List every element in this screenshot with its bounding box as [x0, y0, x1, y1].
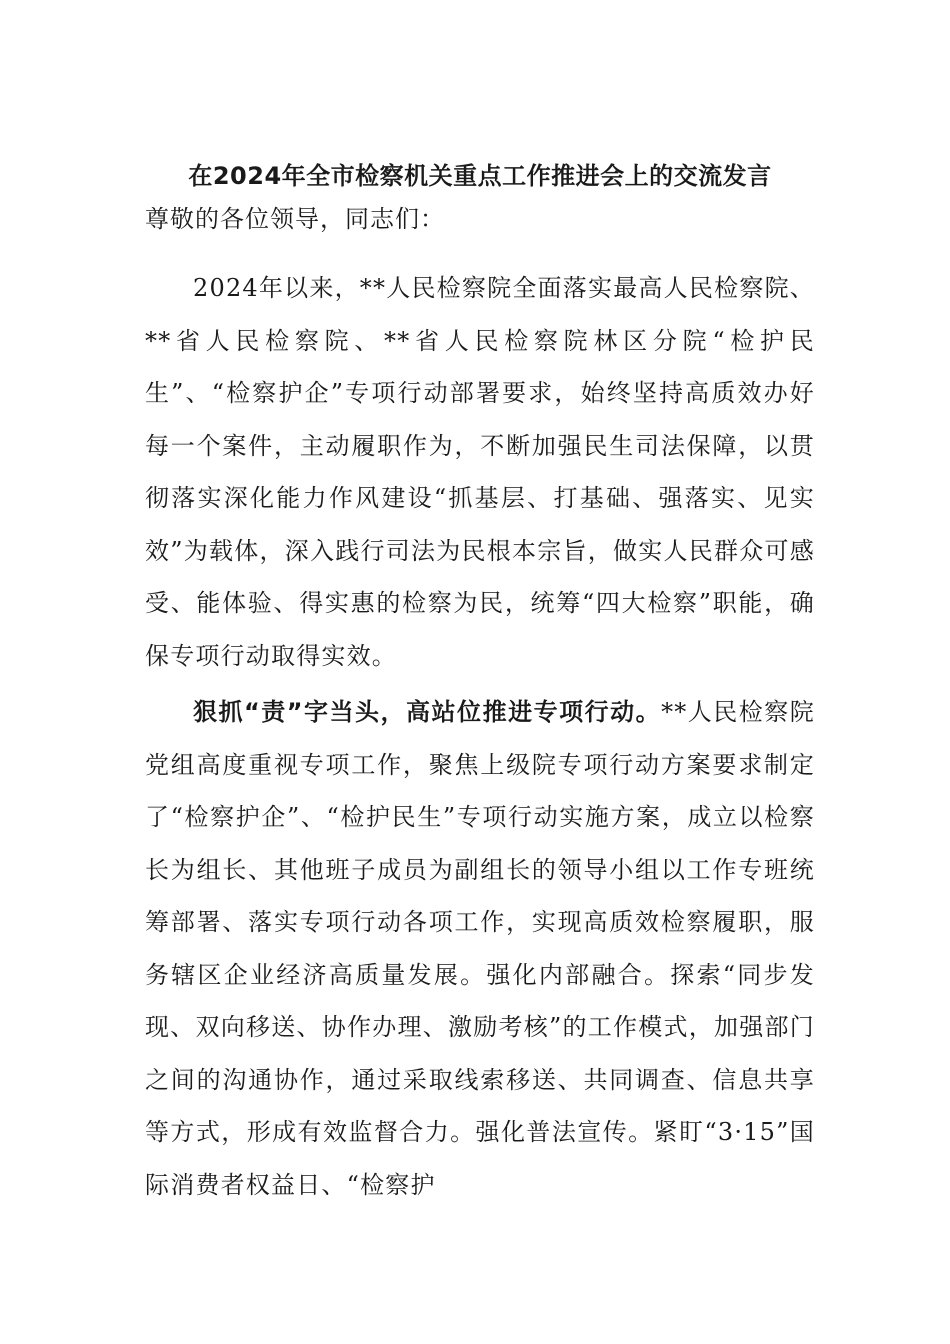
- document-title: 在2024年全市检察机关重点工作推进会上的交流发言: [188, 162, 772, 190]
- salutation: 尊敬的各位领导，同志们：: [145, 205, 445, 233]
- paragraph-2: [145, 686, 815, 1211]
- paragraph-2-lead: 狠抓“责”字当头，高站位推进专项行动。: [193, 698, 662, 726]
- paragraph-2-text: **人民检察院党组高度重视专项工作，聚焦上级院专项行动方案要求制定了“检察护企”、“检护民生”专项行动实施方案，成立以检察长为组长、其他班子成员为副组长的领导小组以工作专班统筹部署、落实专项行动各项工作，实现高质效检察履职，服务辖区企业经济高质量发展。强化内部融合。探索“同步发现、双向移送、协作办理、激励考核”的工作模式，加强部门之间的沟通协作，通过采取线索移送、共同调查、信息共享等方式，形成有效监督合力。强化普法宣传。紧盯“3·15”国际消费者权益日、“检察护: [145, 698, 815, 1199]
- paragraph-1-text: 2024年以来，**人民检察院全面落实最高人民检察院、**省人民检察院、**省人民检察院林区分院“检护民生”、“检察护企”专项行动部署要求，始终坚持高质效办好每一个案件，主动履职作为，不断加强民生司法保障，以贯彻落实深化能力作风建设“抓基层、打基础、强落实、见实效”为载体，深入践行司法为民根本宗旨，做实人民群众可感受、能体验、得实惠的检察为民，统筹“四大检察”职能，确保专项行动取得实效。: [145, 274, 815, 670]
- paragraph-1: [145, 262, 815, 682]
